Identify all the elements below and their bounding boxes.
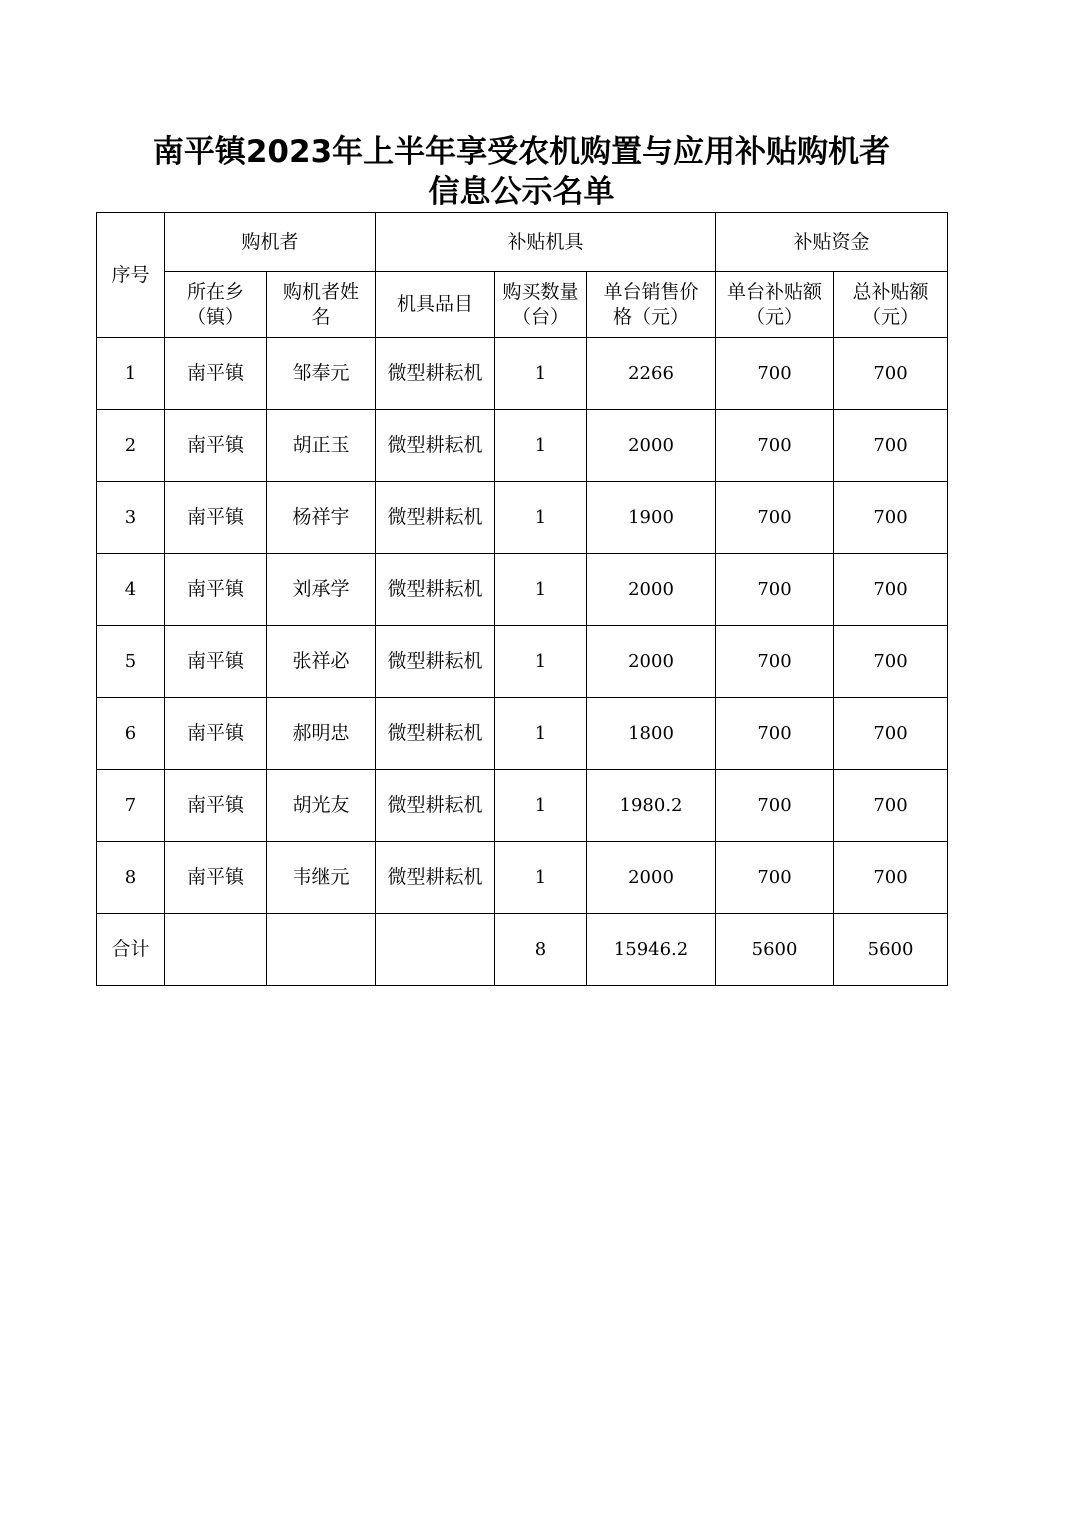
header-town — [165, 272, 267, 338]
cell-name: 胡正玉 — [267, 410, 376, 482]
table-row — [97, 698, 948, 770]
header-item: 机具品目 — [376, 272, 495, 338]
cell-town: 南平镇 — [165, 338, 267, 410]
table-row — [97, 626, 948, 698]
cell-item: 微型耕耘机 — [376, 770, 495, 842]
cell-name: 刘承学 — [267, 554, 376, 626]
cell-seq: 6 — [97, 698, 165, 770]
header-unit-subsidy-line-1: 单台补贴额 — [727, 280, 823, 303]
subsidy-table — [96, 212, 948, 986]
cell-name: 郝明忠 — [267, 698, 376, 770]
header-name-line-1: 购机者姓 — [283, 280, 360, 303]
header-row-2 — [97, 272, 948, 338]
cell-town: 南平镇 — [165, 554, 267, 626]
cell-item: 微型耕耘机 — [376, 554, 495, 626]
cell-seq: 5 — [97, 626, 165, 698]
table-row — [97, 770, 948, 842]
cell-seq: 4 — [97, 554, 165, 626]
cell-unit-subsidy: 700 — [716, 554, 834, 626]
total-label: 合计 — [97, 914, 165, 986]
cell-seq: 2 — [97, 410, 165, 482]
title-line-1: 南平镇2023年上半年享受农机购置与应用补贴购机者 — [152, 134, 891, 170]
cell-unit-subsidy: 700 — [716, 626, 834, 698]
table-row — [97, 842, 948, 914]
cell-total-subsidy: 700 — [834, 842, 948, 914]
cell-name: 邹奉元 — [267, 338, 376, 410]
header-total-subsidy-line-1: 总补贴额 — [852, 280, 929, 303]
page-title — [96, 132, 947, 212]
cell-price: 2000 — [587, 554, 716, 626]
cell-price: 2266 — [587, 338, 716, 410]
cell-unit-subsidy: 700 — [716, 338, 834, 410]
cell-unit-subsidy: 700 — [716, 698, 834, 770]
cell-price: 2000 — [587, 842, 716, 914]
cell-qty: 1 — [495, 698, 587, 770]
header-seq: 序号 — [97, 213, 165, 338]
cell-town: 南平镇 — [165, 698, 267, 770]
cell-item: 微型耕耘机 — [376, 410, 495, 482]
title-line-2: 信息公示名单 — [428, 174, 615, 210]
cell-town: 南平镇 — [165, 770, 267, 842]
cell-item: 微型耕耘机 — [376, 482, 495, 554]
cell-total-subsidy: 700 — [834, 338, 948, 410]
header-town-line-1: 所在乡 — [186, 280, 244, 303]
cell-seq: 1 — [97, 338, 165, 410]
cell-town: 南平镇 — [165, 626, 267, 698]
table-row — [97, 338, 948, 410]
header-unit-subsidy — [716, 272, 834, 338]
cell-name: 韦继元 — [267, 842, 376, 914]
cell-seq: 8 — [97, 842, 165, 914]
cell-unit-subsidy: 700 — [716, 842, 834, 914]
header-town-line-2: （镇） — [186, 305, 244, 328]
header-name-line-2: 名 — [311, 305, 331, 328]
header-qty — [495, 272, 587, 338]
cell-unit-subsidy: 700 — [716, 410, 834, 482]
cell-price: 2000 — [587, 410, 716, 482]
header-qty-line-1: 购买数量 — [502, 280, 579, 303]
cell-item: 微型耕耘机 — [376, 698, 495, 770]
cell-item: 微型耕耘机 — [376, 842, 495, 914]
header-price-line-2: 格（元） — [613, 305, 690, 328]
header-qty-line-2: （台） — [512, 305, 570, 328]
table-row — [97, 410, 948, 482]
header-price-line-1: 单台销售价 — [603, 280, 699, 303]
header-buyer-group: 购机者 — [165, 213, 376, 272]
total-name-empty — [267, 914, 376, 986]
total-town-empty — [165, 914, 267, 986]
total-unit-subsidy: 5600 — [716, 914, 834, 986]
cell-price: 2000 — [587, 626, 716, 698]
header-fund-group: 补贴资金 — [716, 213, 948, 272]
header-unit-subsidy-line-2: （元） — [746, 305, 804, 328]
cell-total-subsidy: 700 — [834, 410, 948, 482]
cell-town: 南平镇 — [165, 410, 267, 482]
cell-qty: 1 — [495, 338, 587, 410]
total-qty: 8 — [495, 914, 587, 986]
cell-item: 微型耕耘机 — [376, 626, 495, 698]
cell-seq: 7 — [97, 770, 165, 842]
cell-qty: 1 — [495, 554, 587, 626]
cell-price: 1900 — [587, 482, 716, 554]
total-row — [97, 914, 948, 986]
cell-price: 1980.2 — [587, 770, 716, 842]
total-item-empty — [376, 914, 495, 986]
header-price — [587, 272, 716, 338]
cell-qty: 1 — [495, 842, 587, 914]
header-machine-group: 补贴机具 — [376, 213, 716, 272]
header-name — [267, 272, 376, 338]
cell-town: 南平镇 — [165, 482, 267, 554]
table-row — [97, 554, 948, 626]
header-total-subsidy — [834, 272, 948, 338]
cell-unit-subsidy: 700 — [716, 482, 834, 554]
cell-total-subsidy: 700 — [834, 554, 948, 626]
cell-item: 微型耕耘机 — [376, 338, 495, 410]
header-row-1 — [97, 213, 948, 272]
total-total-subsidy: 5600 — [834, 914, 948, 986]
table-row — [97, 482, 948, 554]
cell-qty: 1 — [495, 410, 587, 482]
cell-total-subsidy: 700 — [834, 626, 948, 698]
cell-total-subsidy: 700 — [834, 482, 948, 554]
cell-name: 张祥必 — [267, 626, 376, 698]
cell-name: 胡光友 — [267, 770, 376, 842]
cell-price: 1800 — [587, 698, 716, 770]
cell-town: 南平镇 — [165, 842, 267, 914]
cell-qty: 1 — [495, 770, 587, 842]
cell-total-subsidy: 700 — [834, 698, 948, 770]
total-price: 15946.2 — [587, 914, 716, 986]
cell-name: 杨祥宇 — [267, 482, 376, 554]
cell-seq: 3 — [97, 482, 165, 554]
cell-qty: 1 — [495, 482, 587, 554]
header-total-subsidy-line-2: （元） — [862, 305, 920, 328]
cell-qty: 1 — [495, 626, 587, 698]
cell-total-subsidy: 700 — [834, 770, 948, 842]
cell-unit-subsidy: 700 — [716, 770, 834, 842]
